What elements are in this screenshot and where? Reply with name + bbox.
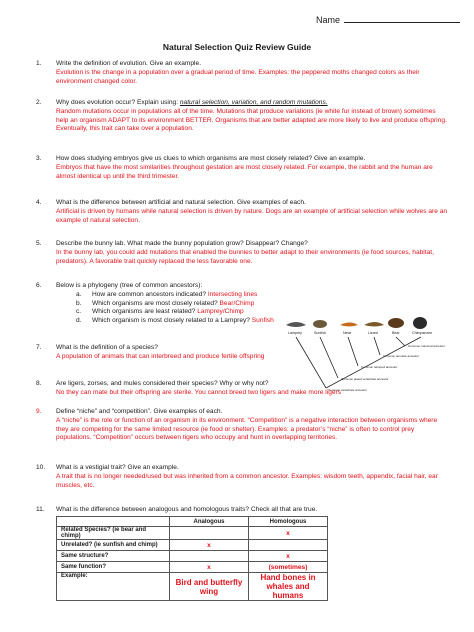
sub-question-text: Which organism is most closely related to a Lamprey?: [92, 317, 252, 325]
answer-text: In the bunny lab, you could add mutations that enabled the bunnies to better adapt to their environments (ie food sources, habitat, predators). A favorable trait quickly replaced the less favorable one.: [56, 248, 434, 265]
question-text: What is the definition of a species?: [56, 344, 158, 351]
question-text: Below is a phylogeny (tree of common ancestors):: [56, 282, 203, 289]
table-header: Analogous: [170, 517, 249, 527]
page-title: Natural Selection Quiz Review Guide: [162, 42, 312, 52]
analogous-cell[interactable]: [170, 527, 249, 540]
table-row: [57, 527, 328, 540]
question-3: [36, 155, 448, 181]
sub-question-c: [76, 308, 276, 317]
question-number: 10.: [36, 464, 46, 471]
lizard-silhouette: [364, 322, 384, 327]
taxon-label: Sunfish: [314, 331, 326, 335]
question-number: 9.: [36, 408, 42, 415]
row-label: Example:: [57, 573, 170, 601]
question-2: [36, 99, 448, 134]
question-text: What is the difference between artificial and natural selection. Give examples of each.: [56, 199, 306, 206]
sub-answer: Lamprey/Chimp: [197, 308, 244, 316]
sub-letter: a.: [76, 290, 82, 298]
sub-question-text: Which organisms are most closely related?: [92, 299, 220, 307]
question-text: Write the definition of evolution. Give an example.: [56, 60, 202, 67]
node-label: Common amniote ancestor: [383, 354, 420, 358]
table-row: [57, 573, 328, 601]
answer-text: A “niche” is the role or function of an organism in its environment. “Competition” is a negative interaction between organisms where they are competing for the same limited resource (ie food or shelter). Examples: a predator’s “niche” is often to control prey populations. “Competition” occurs between tigers who occupy and hunt in overlapping territories.: [56, 416, 438, 442]
question-number: 11.: [36, 506, 45, 513]
sub-question-b: [76, 300, 276, 309]
question-text: What is a vestigial trait? Give an example.: [56, 464, 179, 471]
question-text: Define “niche” and “competition”. Give examples of each.: [56, 408, 223, 415]
node-label: Common mammal ancestor: [408, 344, 445, 348]
sub-question-a: [76, 291, 276, 300]
question-5: [36, 240, 448, 266]
homologous-cell[interactable]: Hand bones in whales and humans: [249, 573, 328, 601]
question-number: 3.: [36, 155, 42, 162]
animal-silhouettes: [286, 317, 427, 329]
question-text: Describe the bunny lab. What made the bunny population grow? Disappear? Change?: [56, 240, 308, 247]
name-label: Name: [316, 15, 341, 25]
analogous-cell[interactable]: [170, 551, 249, 562]
question-1: [36, 60, 448, 86]
node-label: Common tetrapod ancestor: [361, 365, 398, 369]
question-number: 2.: [36, 99, 42, 106]
taxon-label: Lizard: [368, 331, 378, 335]
question-number: 1.: [36, 60, 42, 67]
sub-letter: d.: [76, 317, 82, 325]
question-number: 6.: [36, 282, 42, 289]
analogous-cell[interactable]: x: [170, 540, 249, 551]
homologous-cell[interactable]: x: [249, 527, 328, 540]
question-text: What is the difference between analogous and homologous traits? Check all that are true.: [56, 506, 318, 513]
sub-answer: Sunfish: [251, 317, 274, 325]
table-row: [57, 551, 328, 562]
answer-text: Artificial is driven by humans while natural selection is driven by nature. Dogs are an example of artificial selection while wolves are an example of natural selection.: [56, 207, 448, 224]
question-11: [36, 506, 448, 515]
node-label: Common jawed vertebrate ancestor: [341, 377, 389, 381]
taxon-label: Newt: [343, 331, 352, 335]
question-number: 7.: [36, 344, 42, 351]
name-field[interactable]: [316, 14, 460, 25]
question-number: 8.: [36, 380, 42, 387]
row-label: Unrelated? (ie sunfish and chimp): [57, 540, 170, 551]
question-number: 4.: [36, 199, 42, 206]
taxon-label: Lamprey: [288, 331, 302, 335]
sub-letter: b.: [76, 299, 82, 307]
homologous-cell[interactable]: [249, 540, 328, 551]
chimpanzee-silhouette: [413, 317, 427, 329]
answer-text: Embryos that have the most similarities throughout gestation are most closely related. For example, the rabbit and the human are almost identical up until the third trimester.: [56, 163, 433, 180]
question-text: Are ligers, zorses, and mules considered their species? Why or why not?: [56, 380, 269, 387]
table-header: Homologous: [249, 517, 328, 527]
sub-question-d: [76, 317, 276, 326]
question-text: How does studying embryos give us clues to which organisms are most closely related? Give an example.: [56, 155, 366, 162]
sub-question-text: Which organisms are least related?: [92, 308, 198, 316]
table-row: [57, 540, 328, 551]
row-label: Same structure?: [57, 551, 170, 562]
lamprey-silhouette: [286, 322, 306, 327]
question-9: [36, 408, 448, 443]
question-6: [36, 282, 276, 326]
question-emphasis: natural selection, variation, and random mutations.: [179, 99, 328, 106]
taxon-labels: [288, 331, 432, 335]
answer-text: Evolution is the change in a population over a gradual period of time. Examples: the peppered moths changed colors as their environment changed color.: [56, 68, 420, 85]
sub-answer: Bear/Chimp: [219, 299, 255, 307]
question-4: [36, 199, 448, 225]
question-text: [56, 99, 448, 108]
homologous-cell[interactable]: (sometimes): [249, 562, 328, 573]
bear-silhouette: [388, 318, 404, 328]
question-number: 5.: [36, 240, 42, 247]
answer-text: Random mutations occur in populations all of the time. Mutations that produce variations (ie white fur instead of brown) sometimes help an organism ADAPT to its environment BETTER. Organisms that are better adapted are more likely to live and produce offspring. Eventually, this trait can take over a population.: [56, 107, 447, 133]
question-text-part: Why does evolution occur? Explain using:: [56, 99, 180, 106]
analogous-cell[interactable]: x: [170, 562, 249, 573]
question-8: [36, 380, 448, 398]
newt-silhouette: [340, 323, 358, 327]
table-header: [57, 517, 170, 527]
answer-text: A population of animals that can interbreed and produce fertile offspring: [56, 352, 265, 360]
traits-table: [56, 516, 328, 601]
question-10: [36, 464, 448, 490]
name-blank[interactable]: [344, 14, 460, 23]
answer-text: No they can mate but their offspring are sterile. You cannot breed two ligers and make more ligers: [56, 388, 342, 396]
answer-text: A trait that is no longer needed/used but was inherited from a common ancestor. Examples: wisdom teeth, appendix, facial hair, ear muscles, etc.: [56, 472, 438, 489]
sub-question-text: How are common ancestors indicated?: [92, 290, 208, 298]
taxon-label: Chimpanzee: [412, 331, 433, 335]
row-label: Same function?: [57, 562, 170, 573]
question-7: [36, 344, 276, 362]
node-label: Common vertebrate ancestor: [328, 388, 367, 392]
sub-answer: Intersecting lines: [207, 290, 258, 298]
sunfish-silhouette: [313, 320, 327, 328]
table-row: [57, 562, 328, 573]
sub-letter: c.: [76, 308, 82, 316]
homologous-cell[interactable]: x: [249, 551, 328, 562]
analogous-cell[interactable]: Bird and butterfly wing: [170, 573, 249, 601]
row-label: Related Species? (ie bear and chimp): [57, 527, 170, 540]
taxon-label: Bear: [392, 331, 400, 335]
table-header-row: [57, 517, 328, 527]
